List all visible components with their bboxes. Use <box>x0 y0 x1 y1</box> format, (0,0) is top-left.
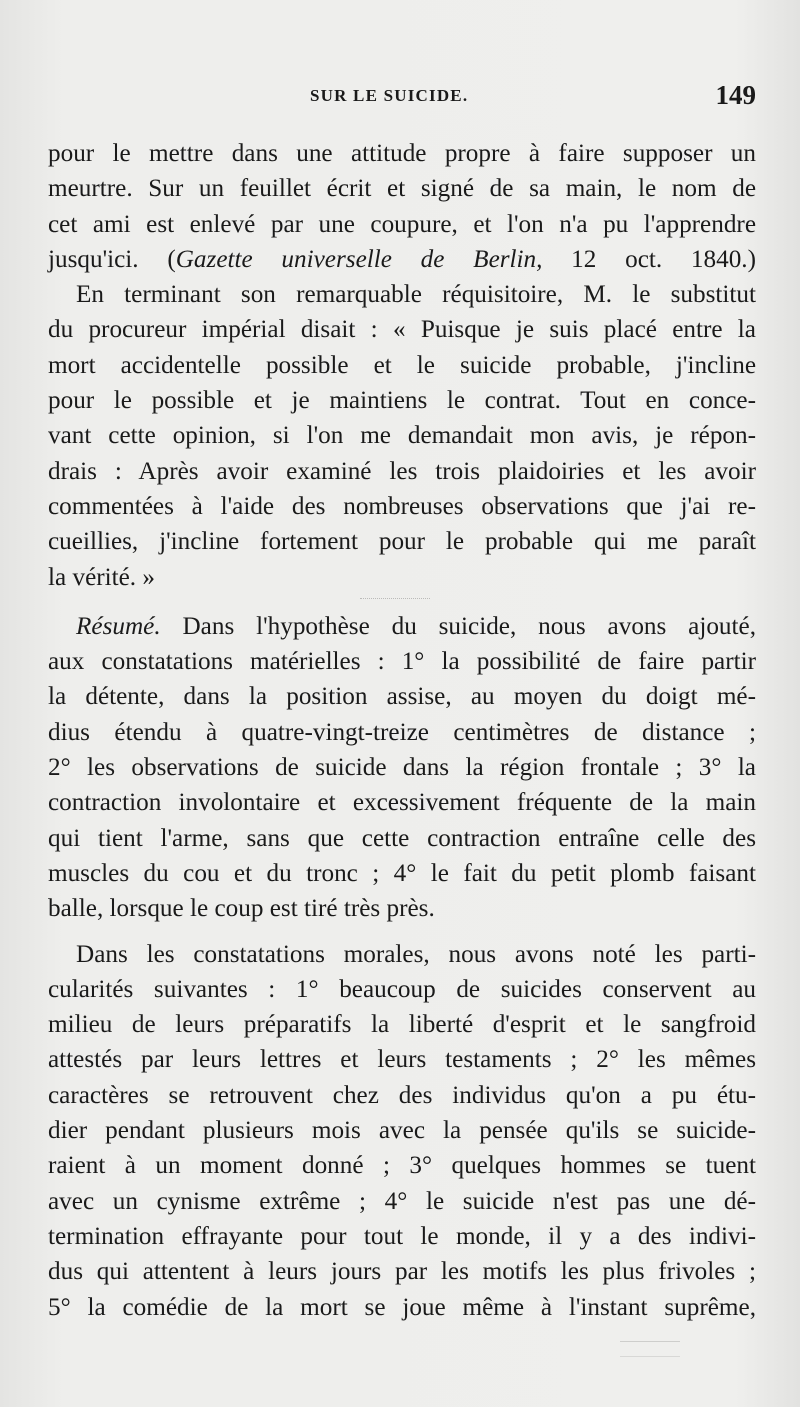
page-body <box>48 136 756 1325</box>
page-number: 149 <box>715 80 756 110</box>
text-line: contraction involontaire et excessivement fréquente de la main <box>48 789 756 817</box>
text-line: vant cette opinion, si l'on me demandait mon avis, je répon- <box>48 422 756 450</box>
page-header <box>48 80 756 116</box>
text-line: cueillies, j'incline fortement pour le probable qui me paraît <box>48 528 756 556</box>
text-line: caractères se retrouvent chez des individus qu'on a pu étu- <box>48 1081 756 1109</box>
text-line: dus qui attentent à leurs jours par les motifs les plus frivoles ; <box>48 1258 756 1286</box>
text-line: 2° les observations de suicide dans la région frontale ; 3° la <box>48 754 756 782</box>
resume-first-line: Dans l'hypothèse du suicide, nous avons ajouté, <box>160 612 756 640</box>
text-line: balle, lorsque le coup est tiré très près. <box>48 895 435 923</box>
paragraph-continuation <box>48 136 756 277</box>
text-line-resume-heading <box>48 609 756 644</box>
text-line: cet ami est enlevé par une coupure, et l'on n'a pu l'apprendre <box>48 210 756 238</box>
text-line: mort accidentelle possible et le suicide probable, j'incline <box>48 351 756 379</box>
text-line: cularités suivantes : 1° beaucoup de suicides conservent au <box>48 975 756 1003</box>
text-line: milieu de leurs préparatifs la liberté d'esprit et le sangfroid <box>48 1011 756 1039</box>
section-ornament <box>360 598 430 601</box>
text-line: attestés par leurs lettres et leurs testaments ; 2° les mêmes <box>48 1046 756 1074</box>
text-line: dier pendant plusieurs mois avec la pensée qu'ils se suicide- <box>48 1117 756 1145</box>
text-line: la vérité. » <box>48 563 155 591</box>
text-line: meurtre. Sur un feuillet écrit et signé de sa main, le nom de <box>48 175 756 203</box>
text-line: pour le possible et je maintiens le contrat. Tout en conce- <box>48 387 756 415</box>
citation-prefix: jusqu'ici. ( <box>48 245 176 273</box>
text-line: termination effrayante pour tout le monde, il y a des indivi- <box>48 1222 756 1250</box>
text-line: En terminant son remarquable réquisitoire, M. le substitut <box>76 281 756 309</box>
text-line: aux constatations matérielles : 1° la possibilité de faire partir <box>48 648 756 676</box>
page-smudge <box>620 1341 680 1357</box>
text-line: la détente, dans la position assise, au moyen du doigt mé- <box>48 683 756 711</box>
paragraph-constatations-morales <box>48 937 756 1325</box>
text-line: avec un cynisme extrême ; 4° le suicide n'est pas une dé- <box>48 1187 756 1215</box>
citation-date: 12 oct. 1840.) <box>542 245 756 273</box>
text-line: commentées à l'aide des nombreuses observations que j'ai re- <box>48 492 756 520</box>
text-line: Dans les constatations morales, nous avons noté les parti- <box>76 940 756 968</box>
resume-label: Résumé. <box>76 612 161 640</box>
text-line: muscles du cou et du tronc ; 4° le fait du petit plomb faisant <box>48 859 756 887</box>
text-line-citation <box>48 242 756 277</box>
text-line: du procureur impérial disait : « Puisque je suis placé entre la <box>48 316 756 344</box>
text-line: dius étendu à quatre-vingt-treize centimètres de distance ; <box>48 718 756 746</box>
paragraph-requisitoire <box>48 277 756 595</box>
section-gap <box>48 595 756 609</box>
paragraph-resume <box>48 609 756 927</box>
text-line: 5° la comédie de la mort se joue même à l'instant suprême, <box>48 1293 756 1321</box>
text-line: qui tient l'arme, sans que cette contraction entraîne celle des <box>48 824 756 852</box>
running-head: SUR LE SUICIDE. <box>310 86 469 105</box>
paragraph-gap <box>48 927 756 937</box>
text-line: raient à un moment donné ; 3° quelques hommes se tuent <box>48 1152 756 1180</box>
text-line: pour le mettre dans une attitude propre à faire supposer un <box>48 140 756 167</box>
citation-source: Gazette universelle de Berlin, <box>175 245 543 273</box>
text-line: drais : Après avoir examiné les trois plaidoiries et les avoir <box>48 457 756 485</box>
